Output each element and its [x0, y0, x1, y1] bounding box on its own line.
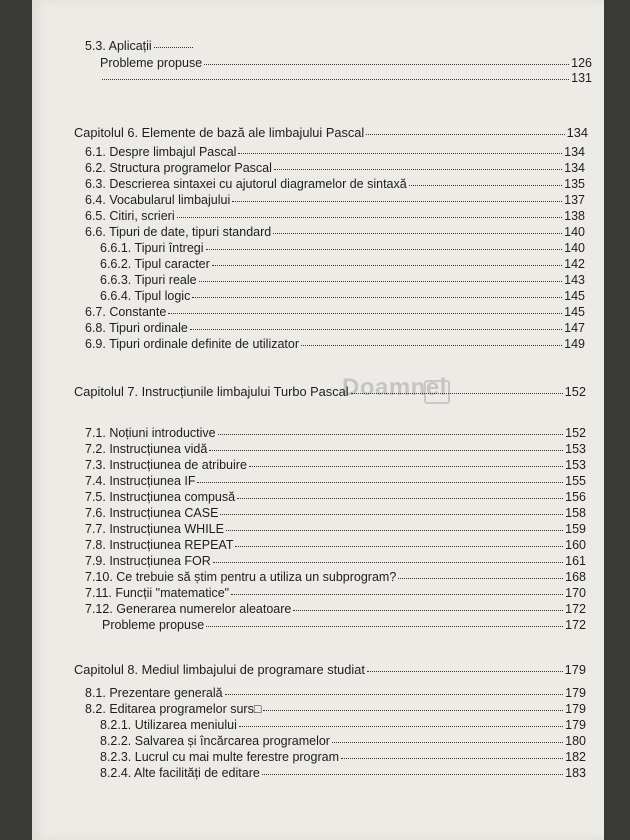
toc-entry-title: 8.1. Prezentare generală [85, 686, 223, 700]
toc-entry [85, 305, 585, 320]
toc-entry-page: 140 [564, 241, 585, 255]
toc-leader [199, 281, 563, 282]
toc-entry [100, 750, 586, 765]
toc-entry-page: 134 [564, 145, 585, 159]
toc-entry-page: 172 [565, 618, 586, 632]
toc-entry [85, 602, 586, 617]
toc-leader [274, 169, 562, 170]
toc-chapter [74, 662, 586, 677]
toc-entry [100, 56, 592, 71]
toc-entry-page: 158 [565, 506, 586, 520]
toc-leader [341, 758, 563, 759]
watermark-text: Doamnei [342, 374, 447, 401]
toc-entry-page: 135 [564, 177, 585, 191]
toc-entry [85, 145, 585, 160]
toc-entry-title: 6.7. Constante [85, 305, 167, 319]
toc-entry-title: 7.3. Instrucțiunea de atribuire [85, 458, 247, 472]
toc-leader [190, 329, 562, 330]
toc-entry-title: Probleme propuse [100, 56, 203, 70]
toc-leader [212, 265, 562, 266]
toc-entry-page: 172 [565, 602, 586, 616]
toc-entry [85, 225, 585, 240]
toc-leader [398, 578, 563, 579]
toc-entry-page: 138 [564, 209, 585, 223]
toc-chapter-page: 179 [564, 662, 586, 677]
toc-entry-title: 6.2. Structura programelor Pascal [85, 161, 272, 175]
toc-entry-page: 153 [565, 458, 586, 472]
toc-entry-title: 7.9. Instrucțiunea FOR [85, 554, 211, 568]
toc-entry [102, 618, 586, 633]
toc-entry-title: 6.6.2. Tipul caracter [100, 257, 210, 271]
toc-leader [218, 434, 564, 435]
toc-leader [263, 710, 563, 711]
toc-leader [168, 313, 562, 314]
toc-leader [367, 671, 563, 672]
toc-entry-page: 147 [564, 321, 585, 335]
toc-entry-page: 179 [565, 702, 586, 716]
toc-entry-title: 6.8. Tipuri ordinale [85, 321, 188, 335]
toc-entry [85, 554, 586, 569]
toc-entry-page: 160 [565, 538, 586, 552]
toc-entry-title: 7.2. Instrucțiunea vidă [85, 442, 208, 456]
toc-entry-title: 6.5. Citiri, scrieri [85, 209, 175, 223]
toc-chapter-title: Capitolul 7. Instrucțiunile limbajului Turbo Pascal [74, 384, 349, 399]
toc-entry-page: 155 [565, 474, 586, 488]
toc-entry-title: 7.5. Instrucțiunea compusă [85, 490, 236, 504]
toc-entry [100, 718, 586, 733]
toc-entry [85, 490, 586, 505]
toc-entry [85, 177, 585, 192]
toc-entry-page: 137 [564, 193, 585, 207]
toc-leader [220, 514, 563, 515]
toc-entry-title: 7.7. Instrucțiunea WHILE [85, 522, 224, 536]
toc-leader [351, 393, 563, 394]
toc-leader [206, 249, 563, 250]
toc-leader [237, 498, 563, 499]
book-page [32, 0, 604, 840]
toc-leader [366, 134, 564, 135]
toc-entry [100, 273, 585, 288]
toc-entry-page: 134 [564, 161, 585, 175]
toc-leader [231, 594, 563, 595]
toc-entry-title: 8.2.3. Lucrul cu mai multe ferestre program [100, 750, 339, 764]
toc-leader [249, 466, 563, 467]
toc-entry-page: 145 [564, 289, 585, 303]
toc-entry [85, 426, 586, 441]
toc-entry-page: 156 [565, 490, 586, 504]
toc-entry-title: 8.2.2. Salvarea și încărcarea programelor [100, 734, 330, 748]
toc-leader [332, 742, 563, 743]
toc-entry-title: 6.6.1. Tipuri întregi [100, 241, 204, 255]
toc-entry [85, 586, 586, 601]
toc-entry [100, 766, 586, 781]
toc-chapter-page: 152 [564, 384, 586, 399]
toc-leader [273, 233, 562, 234]
toc-entry [85, 321, 585, 336]
toc-entry [100, 71, 592, 86]
toc-leader [301, 345, 562, 346]
toc-entry-page: 142 [564, 257, 585, 271]
toc-leader [102, 79, 569, 80]
toc-entry-title: 8.2. Editarea programelor surs□ [85, 702, 262, 716]
toc-entry [85, 337, 585, 352]
toc-chapter-title: Capitolul 8. Mediul limbajului de programare studiat [74, 662, 365, 677]
toc-leader [197, 482, 563, 483]
toc-entry-title: 6.4. Vocabularul limbajului [85, 193, 231, 207]
toc-entry [85, 686, 586, 701]
toc-entry-page: 149 [564, 337, 585, 351]
toc-leader [206, 626, 563, 627]
toc-entry-title: 6.9. Tipuri ordinale definite de utilizator [85, 337, 300, 351]
toc-leader [192, 297, 562, 298]
toc-entry-title: 7.12. Generarea numerelor aleatoare [85, 602, 292, 616]
toc-entry [85, 39, 195, 54]
toc-entry-title: 8.2.1. Utilizarea meniului [100, 718, 237, 732]
toc-leader [235, 546, 563, 547]
toc-entry [85, 474, 586, 489]
toc-entry [85, 442, 586, 457]
toc-leader [225, 694, 564, 695]
toc-entry-title: 7.6. Instrucțiunea CASE [85, 506, 219, 520]
toc-entry-title: 7.4. Instrucțiunea IF [85, 474, 196, 488]
toc-entry [85, 702, 586, 717]
toc-entry-page: 170 [565, 586, 586, 600]
toc-entry-page: 152 [565, 426, 586, 440]
toc-entry-page: 161 [565, 554, 586, 568]
toc-entry-page: 182 [565, 750, 586, 764]
toc-chapter [74, 125, 588, 140]
toc-leader [177, 217, 563, 218]
toc-entry-title: 7.10. Ce trebuie să știm pentru a utiliza un subprogram? [85, 570, 397, 584]
toc-leader [238, 153, 562, 154]
toc-entry [85, 506, 586, 521]
toc-entry [85, 458, 586, 473]
toc-entry-page: 145 [564, 305, 585, 319]
toc-entry-title: 7.1. Noțiuni introductive [85, 426, 216, 440]
toc-entry-title: 6.1. Despre limbajul Pascal [85, 145, 237, 159]
toc-entry-page: 168 [565, 570, 586, 584]
toc-entry-page: 126 [571, 56, 592, 70]
toc-entry-page: 179 [565, 718, 586, 732]
toc-entry [85, 209, 585, 224]
toc-entry [85, 538, 586, 553]
toc-entry-title: 7.8. Instrucțiunea REPEAT [85, 538, 234, 552]
toc-leader [204, 64, 569, 65]
toc-entry [100, 241, 585, 256]
toc-chapter-page: 134 [566, 125, 588, 140]
toc-entry-title: 6.6.4. Tipul logic [100, 289, 191, 303]
toc-entry-title: 5.3. Aplicații [85, 39, 152, 53]
toc-entry-page: 153 [565, 442, 586, 456]
toc-leader [409, 185, 562, 186]
toc-entry [85, 570, 586, 585]
toc-entry [100, 257, 585, 272]
toc-leader [226, 530, 563, 531]
toc-leader [262, 774, 563, 775]
toc-entry [100, 734, 586, 749]
toc-entry [85, 161, 585, 176]
toc-entry [100, 289, 585, 304]
toc-chapter-title: Capitolul 6. Elemente de bază ale limbajului Pascal [74, 125, 365, 140]
toc-entry-page: 179 [565, 686, 586, 700]
toc-entry-page: 140 [564, 225, 585, 239]
toc-chapter [74, 384, 586, 399]
toc-leader [209, 450, 563, 451]
toc-leader [293, 610, 563, 611]
toc-entry [85, 193, 585, 208]
toc-entry-title: 6.6. Tipuri de date, tipuri standard [85, 225, 272, 239]
toc-entry [85, 522, 586, 537]
toc-entry-page: 131 [571, 71, 592, 85]
toc-entry-title: Probleme propuse [102, 618, 205, 632]
toc-entry-page: 183 [565, 766, 586, 780]
toc-leader [213, 562, 563, 563]
toc-entry-page: 159 [565, 522, 586, 536]
toc-leader [232, 201, 562, 202]
toc-entry-title: 8.2.4. Alte facilități de editare [100, 766, 260, 780]
toc-entry-title: 7.11. Funcții "matematice" [85, 586, 230, 600]
toc-leader [239, 726, 563, 727]
toc-leader [154, 47, 193, 48]
toc-entry-title: 6.6.3. Tipuri reale [100, 273, 197, 287]
toc-entry-title: 6.3. Descrierea sintaxei cu ajutorul diagramelor de sintaxă [85, 177, 407, 191]
toc-entry-page: 180 [565, 734, 586, 748]
toc-entry-page: 143 [564, 273, 585, 287]
